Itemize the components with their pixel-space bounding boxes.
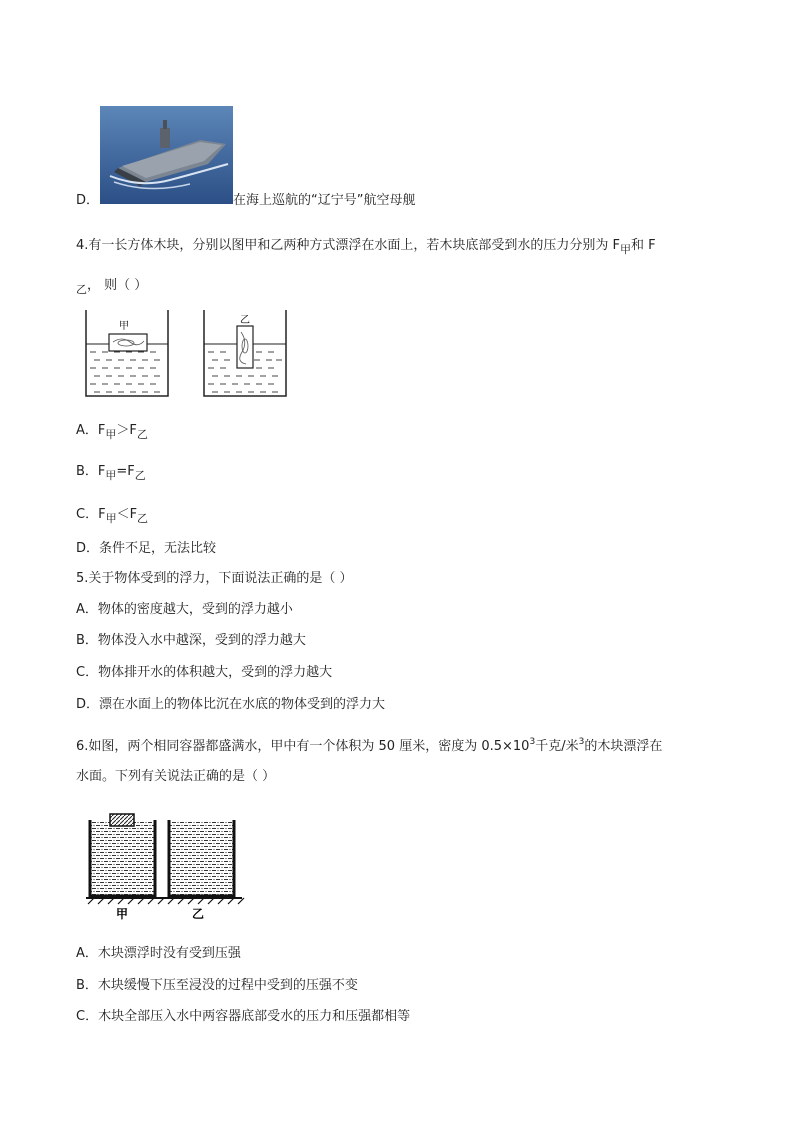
q3-option-d-text: 在海上巡航的“辽宁号”航空母舰 [233, 193, 416, 208]
q4-a-label: A．F [76, 423, 106, 438]
q4-b-sub1: 甲 [105, 469, 117, 482]
q6-option-a: A．木块漂浮时没有受到压强 [76, 946, 241, 961]
q6-stem-line2: 水面。下列有关说法正确的是（ ） [76, 769, 276, 784]
q3-option-d-label: D． [76, 193, 100, 208]
beaker-jia-label: 甲 [119, 321, 129, 332]
beaker-jia [86, 310, 168, 396]
aircraft-carrier-photo [100, 106, 233, 204]
q4-stem-line1 [76, 237, 656, 259]
beaker-yi [204, 310, 286, 396]
container-jia-label: 甲 [115, 907, 129, 920]
q4-c-sub1: 甲 [105, 512, 117, 525]
q4-a-op: ＞F [116, 423, 137, 438]
q4-a-sub1: 甲 [105, 428, 117, 441]
q4-option-b [76, 463, 146, 485]
q4-stem-text: 4.有一长方体木块，分别以图甲和乙两种方式漂浮在水面上，若木块底部受到水的压力分别为 F [76, 238, 621, 253]
q4-option-d: D．条件不足，无法比较 [76, 541, 217, 556]
q5-option-d: D．漂在水面上的物体比沉在水底的物体受到的浮力大 [76, 697, 386, 712]
q6-sup1: 3 [529, 737, 536, 747]
q4-c-op: ＜F [116, 507, 138, 522]
q6-sup2: 3 [578, 737, 585, 747]
q6-stem-text: 6.如图，两个相同容器都盛满水，甲中有一个体积为 50 厘米，密度为 0.5×10 [76, 739, 530, 754]
q4-option-c [76, 506, 148, 528]
q3-option-d [76, 192, 99, 210]
q6-option-b: B．木块缓慢下压至浸没的过程中受到的压强不变 [76, 978, 358, 993]
q5-option-c: C．物体排开水的体积越大，受到的浮力越大 [76, 665, 333, 680]
beaker-yi-label: 乙 [240, 315, 250, 326]
q6-stem-line1 [76, 733, 662, 756]
q5-option-a: A．物体的密度越大，受到的浮力越小 [76, 602, 293, 617]
container-yi-label: 乙 [191, 907, 205, 920]
q6-stem-mid: 千克/米 [535, 739, 579, 754]
q4-figure-beakers [80, 308, 290, 400]
q5-stem: 5.关于物体受到的浮力，下面说法正确的是（ ） [76, 571, 353, 586]
q4-c-sub2: 乙 [137, 512, 149, 525]
q4-b-op: =F [116, 464, 135, 479]
q6-figure-containers [80, 812, 250, 920]
q5-option-b: B．物体没入水中越深，受到的浮力越大 [76, 633, 306, 648]
q6-option-c: C．木块全部压入水中两容器底部受水的压力和压强都相等 [76, 1009, 411, 1024]
q6-stem-end: 的木块漂浮在 [584, 739, 663, 754]
q4-stem-and: 和 F [631, 238, 656, 253]
q4-stem-end: ， 则（ ） [87, 278, 148, 293]
q4-option-a [76, 422, 148, 444]
q4-stem-line2 [76, 277, 147, 299]
q4-sub-jia: 甲 [620, 243, 632, 256]
q4-b-sub2: 乙 [134, 469, 146, 482]
container-yi [169, 820, 234, 896]
q4-b-label: B．F [76, 464, 106, 479]
q4-a-sub2: 乙 [136, 428, 148, 441]
q4-c-label: C．F [76, 507, 106, 522]
q4-sub-yi: 乙 [76, 283, 87, 296]
container-jia [90, 814, 155, 896]
